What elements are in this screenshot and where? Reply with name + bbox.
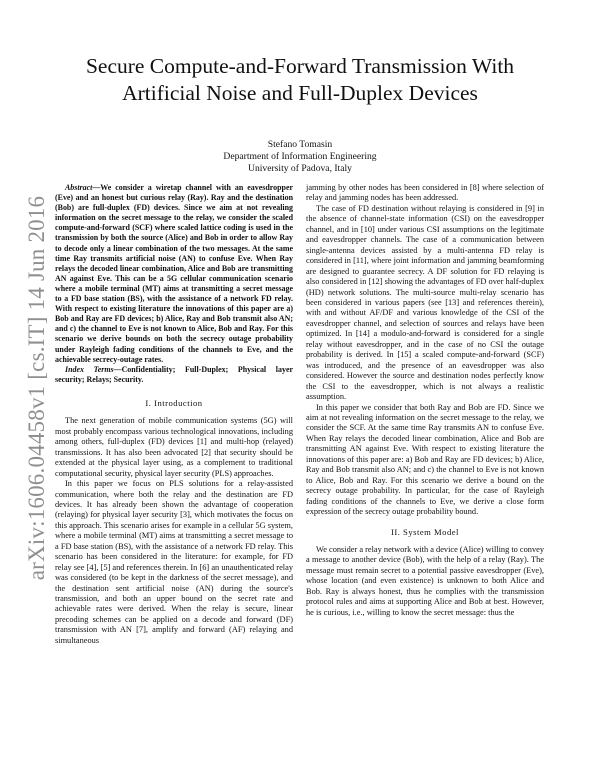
paper-title (60, 53, 540, 107)
affiliation-university: University of Padova, Italy (248, 163, 352, 174)
author-name: Stefano Tomasin (267, 139, 333, 150)
index-terms (55, 365, 293, 385)
affiliation-department: Department of Information Engineering (223, 151, 377, 162)
intro-paragraph-2: In this paper we focus on PLS solutions for a relay-assisted communication, where both the relay and the destination are FD devices. It has already been shown the advantage of cooperation (relaying) for physical layer security [3], which motivates the focus on this approach. This scenario arises for example in a cellular 5G system, where a mobile terminal (MT) aims at transmitting a secret message to a FD base station (BS), with the assistance of a network FD relay. This scenario has been considered in the literature: for example, for FD relay see [4], [5] and references therein. In [6] an unauthenticated relay was considered (to be kept in the darkness of the secret message), and the destination sent artificial noise (AN) during the source's transmission, and both an upper bound on the secret rate and achievable rates were derived. When the relay is secure, linear precoding schemes can be applied on a decode and forward (DF) transmission with AN [7], amplify and forward (AF) relaying and simultaneous (55, 479, 293, 645)
title-line-1: Secure Compute-and-Forward Transmission With (85, 54, 515, 78)
section-heading-introduction: I. Introduction (145, 397, 203, 408)
title-line-2: Artificial Noise and Full-Duplex Devices (122, 81, 478, 105)
section-heading-system-model: II. System Model (391, 526, 459, 537)
arxiv-identifier-text: arXiv:1606.04458v1 [cs.IT] 14 Jun 2016 (24, 195, 49, 581)
left-column (55, 183, 293, 646)
right-column (306, 183, 544, 618)
related-work-paragraph-1: jamming by other nodes has been considered in [8] where selection of relay and jamming nodes has been addressed. (306, 183, 544, 203)
intro-paragraph-1: The next generation of mobile communication systems (5G) will most probably encompass various technological innovations, including among others, full-duplex (FD) devices [1] and multi-hop (relayed) transmissions. It has also been advocated [2] that security should be extended at the physical layer using, as a complement to traditional computational security, physical layer security (PLS) approaches. (55, 416, 293, 478)
related-work-paragraph-2: The case of FD destination without relaying is considered in [9] in the absence of channel-state information (CSI) on the eavesdropper channel, and in [10] under various CSI assumptions on the legitimate and eavesdropper channels. The case of a communication between single-antenna devices assisted by a multi-antenna FD relay is considered in [11], where joint information and jamming beamforming are designed to guarantee secrecy. A DF solution for FD relaying is also considered in [12] showing the advantages of FD over half-duplex (HD) network solutions. The multi-source multi-relay scenario has been considered in various papers (see [13] and references therein), with and without AF/DF and various knowledge of the CSI of the eavesdropper channel, and selection of sources and relays have been optimized. In [14] a modulo-and-forward is considered for a single relay without eavesdropper, and in the case of no CSI the outage probability is derived. In [15] a scaled compute-and-forward (SCF) was introduced, and the presence of an eavesdropper was also considered. However the source and destination nodes perfectly know the CSI to the eavesdropper, which is not always a realistic assumption. (306, 203, 544, 402)
abstract (55, 183, 293, 365)
author-block (60, 139, 540, 175)
index-terms-label: Index Terms (65, 364, 114, 374)
arxiv-identifier-stamp (22, 0, 52, 776)
abstract-label: Abstract (65, 183, 93, 192)
system-model-paragraph-1: We consider a relay network with a device (Alice) willing to convey a message to another device (Bob), with the help of a relay (Ray). The message must remain secret to a potential passive eavesdropper (Eve), whose location (and even existence) is unknown to both Alice and Bob. Ray is always honest, thus he complies with the transmission protocol rules and aims at supporting Alice and Bob at best. However, he is curious, i.e., willing to know the secret message: thus the (306, 544, 545, 617)
abstract-text: —We consider a wiretap channel with an eavesdropper (Eve) and an honest but curious relay (Ray). Ray and the destination (Bob) are full-duplex (FD) devices. Since we aim at not revealing information on the secret message to the relay, we consider the scaled compute-and-forward (SCF) where scaled lattice coding is used in the transmission by both the source (Alice) and Bob in order to allow Ray to decode only a linear combination of the two messages. At the same time Ray transmits artificial noise (AN) to confuse Eve. When Ray relays the decoded linear combination, Alice and Bob are transmitting AN against Eve. This can be a 5G cellular communication scenario where a mobile terminal (MT) aims at transmitting a secret message to a FD base station (BS), with the assistance of a network FD relay. With respect to existing literature the innovations of this paper are a) Bob and Ray are FD devices; b) Alice, Ray and Bob transmit also AN; and c) the channel to Eve is not known to Alice, Bob and Ray. For this scenario we derive bounds on both the secrecy outage probability under Rayleigh fading conditions of the channels to Eve, and the achievable secrecy-outage rates. (55, 183, 293, 364)
contribution-paragraph: In this paper we consider that both Ray and Bob are FD. Since we aim at not revealing information on the secret message to the relay, we consider the SCF. At the same time Ray transmits AN to confuse Eve. When Ray relays the decoded linear combination, Alice and Bob are transmitting AN against Eve. With respect to existing literature the innovations of this paper are: a) Bob and Ray are FD devices; b) Alice, Ray and Bob transmit also AN; and c) the channel to Eve is not known to Alice, Bob and Ray. For this scenario we derive a bound on the secrecy outage probability. In particular, for the case of Rayleigh fading conditions of the channels to Eve, we derive a close form expression of the secrecy outage probability bound. (306, 402, 544, 517)
index-terms-text: —Confidentiality; Full-Duplex; Physical layer security; Relays; Security. (55, 364, 293, 384)
